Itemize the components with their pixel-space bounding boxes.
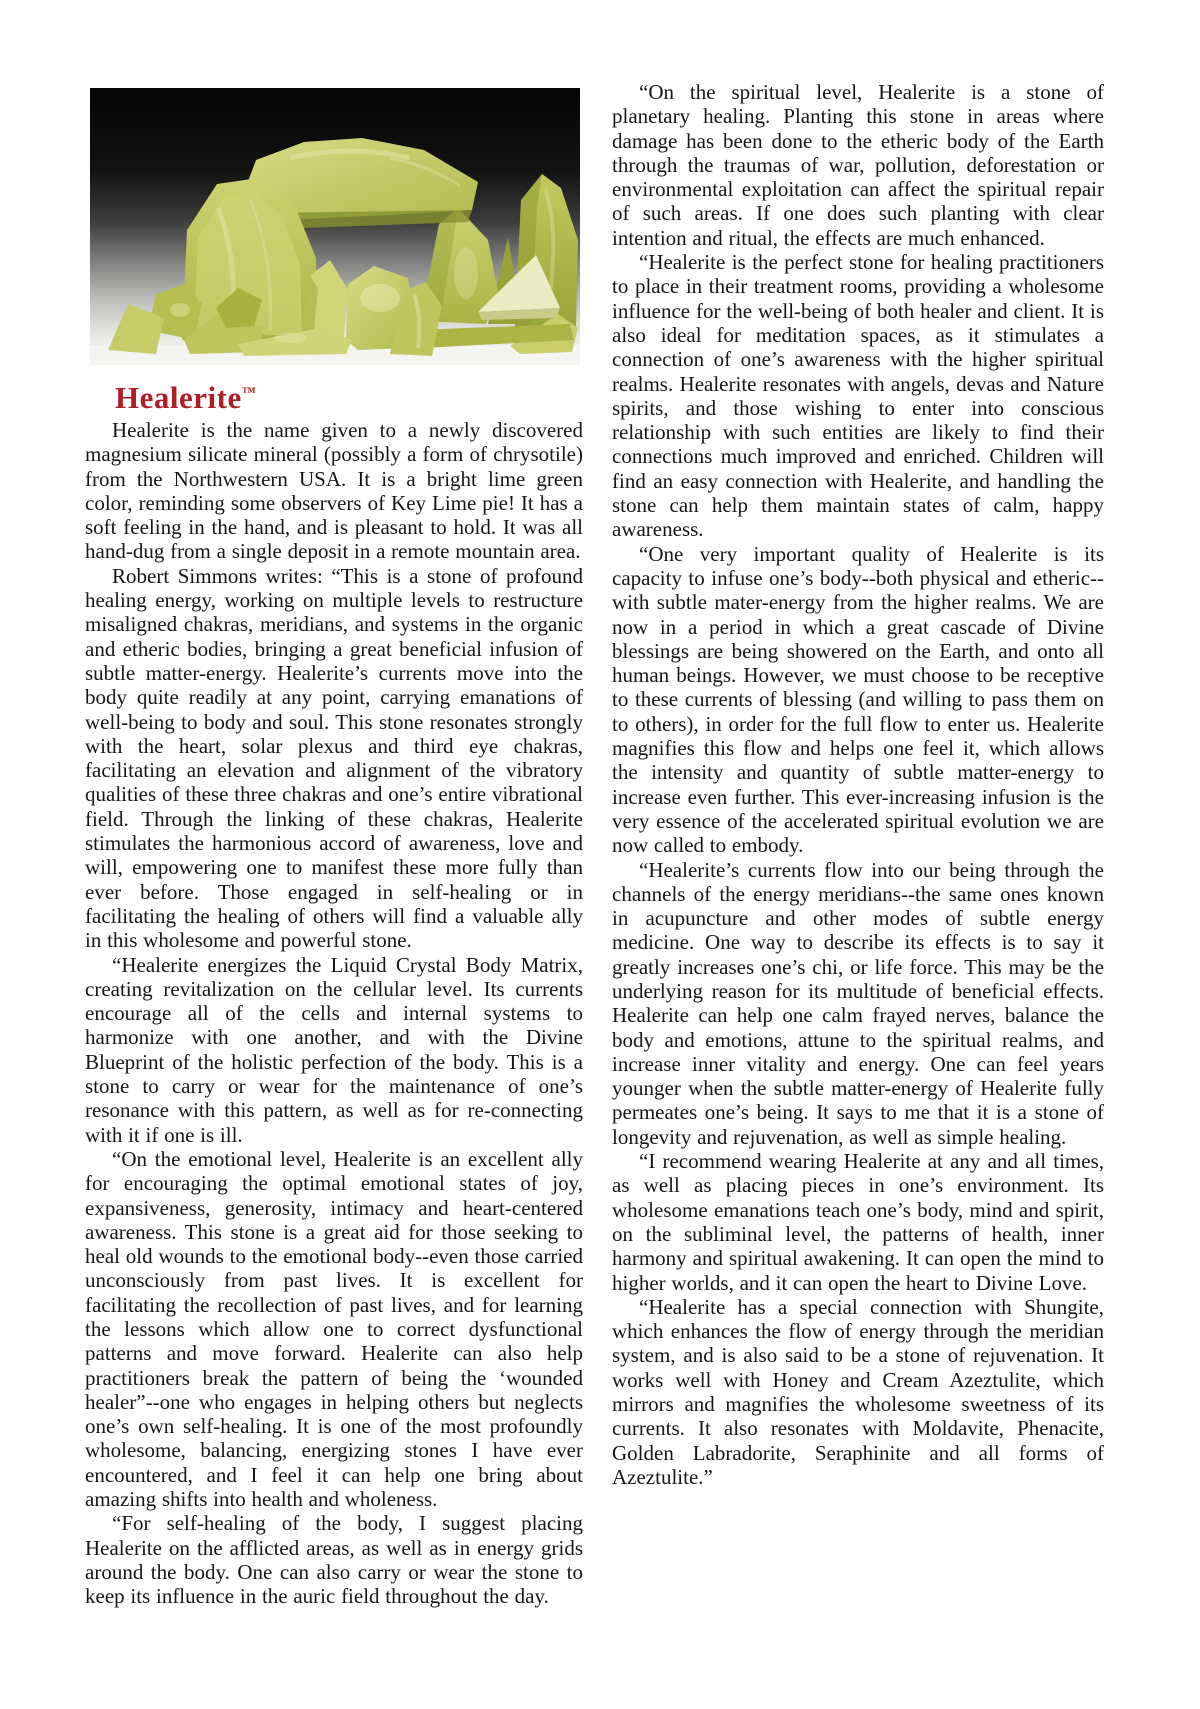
trademark-symbol: ™: [241, 385, 257, 401]
left-column: [85, 88, 583, 1609]
paragraph-meridians: “Healerite’s currents flow into our being through the channels of the energy meridians--the same ones known in acupuncture and other modes of subtle energy medicine. One way to describe its effects is to say it greatly increases one’s chi, or life force. This may be the underlying reason for its multitude of beneficial effects. Healerite can help one calm frayed nerves, balance the body and emotions, attune to the spiritual realms, and increase inner vitality and energy. One can feel years younger when the subtle matter-energy of Healerite fully permeates one’s being. It says to me that it is a stone of longevity and rejuvenation, as well as simple healing.: [612, 857, 1104, 1149]
paragraph-important-quality: “One very important quality of Healerite is its capacity to infuse one’s body--both physical and etheric--with subtle mater-energy from the higher realms. We are now in a period in which a great cascade of Divine blessings are being showered on the Earth, and onto all human beings. However, we must choose to be receptive to these currents of blessing (and willing to pass them on to others), in order for the full flow to enter us. Healerite magnifies this flow and helps one feel it, which allows the intensity and quantity of subtle matter-energy to increase even further. This ever-increasing infusion is the very essence of the accelerated spiritual evolution we are now called to embody.: [612, 541, 1104, 858]
right-column: [612, 80, 1104, 1489]
healerite-stones-photo: [90, 88, 580, 365]
paragraph-emotional-level: “On the emotional level, Healerite is an excellent ally for encouraging the optimal emotional states of joy, expansiveness, generosity, intimacy and heart-centered awareness. This stone is a great aid for those seeking to heal old wounds to the emotional body--even those carried unconsciously from past lives. It is excellent for facilitating the recollection of past lives, and for learning the lessons which allow one to correct dysfunctional patterns and move forward. Healerite can also help practitioners break the pattern of being the ‘wounded healer”--one who engages in helping others but neglects one’s own self-healing. It is one of the most profoundly wholesome, balancing, energizing stones I have ever encountered, and I feel it can help one bring about amazing shifts into health and wholeness.: [85, 1146, 583, 1512]
paragraph-shungite: “Healerite has a special connection with Shungite, which enhances the flow of energy through the meridian system, and is also said to be a stone of rejuvenation. It works well with Honey and Cream Azeztulite, which mirrors and magnifies the wholesome sweetness of its currents. It also resonates with Moldavite, Phenacite, Golden Labradorite, Seraphinite and all forms of Azeztulite.”: [612, 1294, 1104, 1489]
page-title: [115, 381, 583, 415]
paragraph-self-healing: “For self-healing of the body, I suggest placing Healerite on the afflicted areas, as well as in energy grids around the body. One can also carry or wear the stone to keep its influence in the auric field throughout the day.: [85, 1511, 583, 1609]
paragraph-liquid-crystal: “Healerite energizes the Liquid Crystal Body Matrix, creating revitalization on the cellular level. Its currents encourage all of the cells and internal systems to harmonize with one another, and with the Divine Blueprint of the holistic perfection of the body. This is a stone to carry or wear for the maintenance of one’s resonance with this pattern, as well as for re-connecting with it if one is ill.: [85, 952, 583, 1147]
paragraph-spiritual-level: “On the spiritual level, Healerite is a stone of planetary healing. Planting this stone in areas where damage has been done to the etheric body of the Earth through the traumas of war, pollution, deforestation or environmental exploitation can affect the spiritual repair of such areas. If one does such planting with clear intention and ritual, the effects are much enhanced.: [612, 80, 1104, 250]
paragraph-practitioners: “Healerite is the perfect stone for healing practitioners to place in their treatment rooms, providing a wholesome influence for the well-being of both healer and client. It is also ideal for meditation spaces, as it stimulates a connection of one’s awareness with the higher spiritual realms. Healerite resonates with angels, devas and Nature spirits, and those wishing to enter into conscious relationship with such entities are likely to find their connections much improved and enriched. Children will find an easy connection with Healerite, and handling the stone can help them maintain states of calm, happy awareness.: [612, 250, 1104, 542]
paragraph-intro: Healerite is the name given to a newly discovered magnesium silicate mineral (possibly a form of chrysotile) from the Northwestern USA. It is a bright lime green color, reminding some observers of Key Lime pie! It has a soft feeling in the hand, and is pleasant to hold. It was all hand-dug from a single deposit in a remote mountain area.: [85, 418, 583, 564]
paragraph-recommend-wearing: “I recommend wearing Healerite at any and all times, as well as placing pieces in one’s environment. Its wholesome emanations teach one’s body, mind and spirit, on the subliminal level, the patterns of health, inner harmony and spiritual awakening. It can open the mind to higher worlds, and it can open the heart to Divine Love.: [612, 1149, 1104, 1295]
mineral-name: Healerite: [115, 380, 242, 415]
paragraph-robert-simmons: Robert Simmons writes: “This is a stone of profound healing energy, working on multiple levels to restructure misaligned chakras, meridians, and systems in the organic and etheric bodies, bringing a great beneficial infusion of subtle matter-energy. Healerite’s currents move into the body quite readily at any point, carrying emanations of well-being to body and soul. This stone resonates strongly with the heart, solar plexus and third eye chakras, facilitating an elevation and alignment of the vibratory qualities of these three chakras and one’s entire vibrational field. Through the linking of these chakras, Healerite stimulates the harmonious accord of awareness, love and will, empowering one to manifest these more fully than ever before. Those engaged in self-healing or in facilitating the healing of others will find a valuable ally in this wholesome and powerful stone.: [85, 563, 583, 953]
